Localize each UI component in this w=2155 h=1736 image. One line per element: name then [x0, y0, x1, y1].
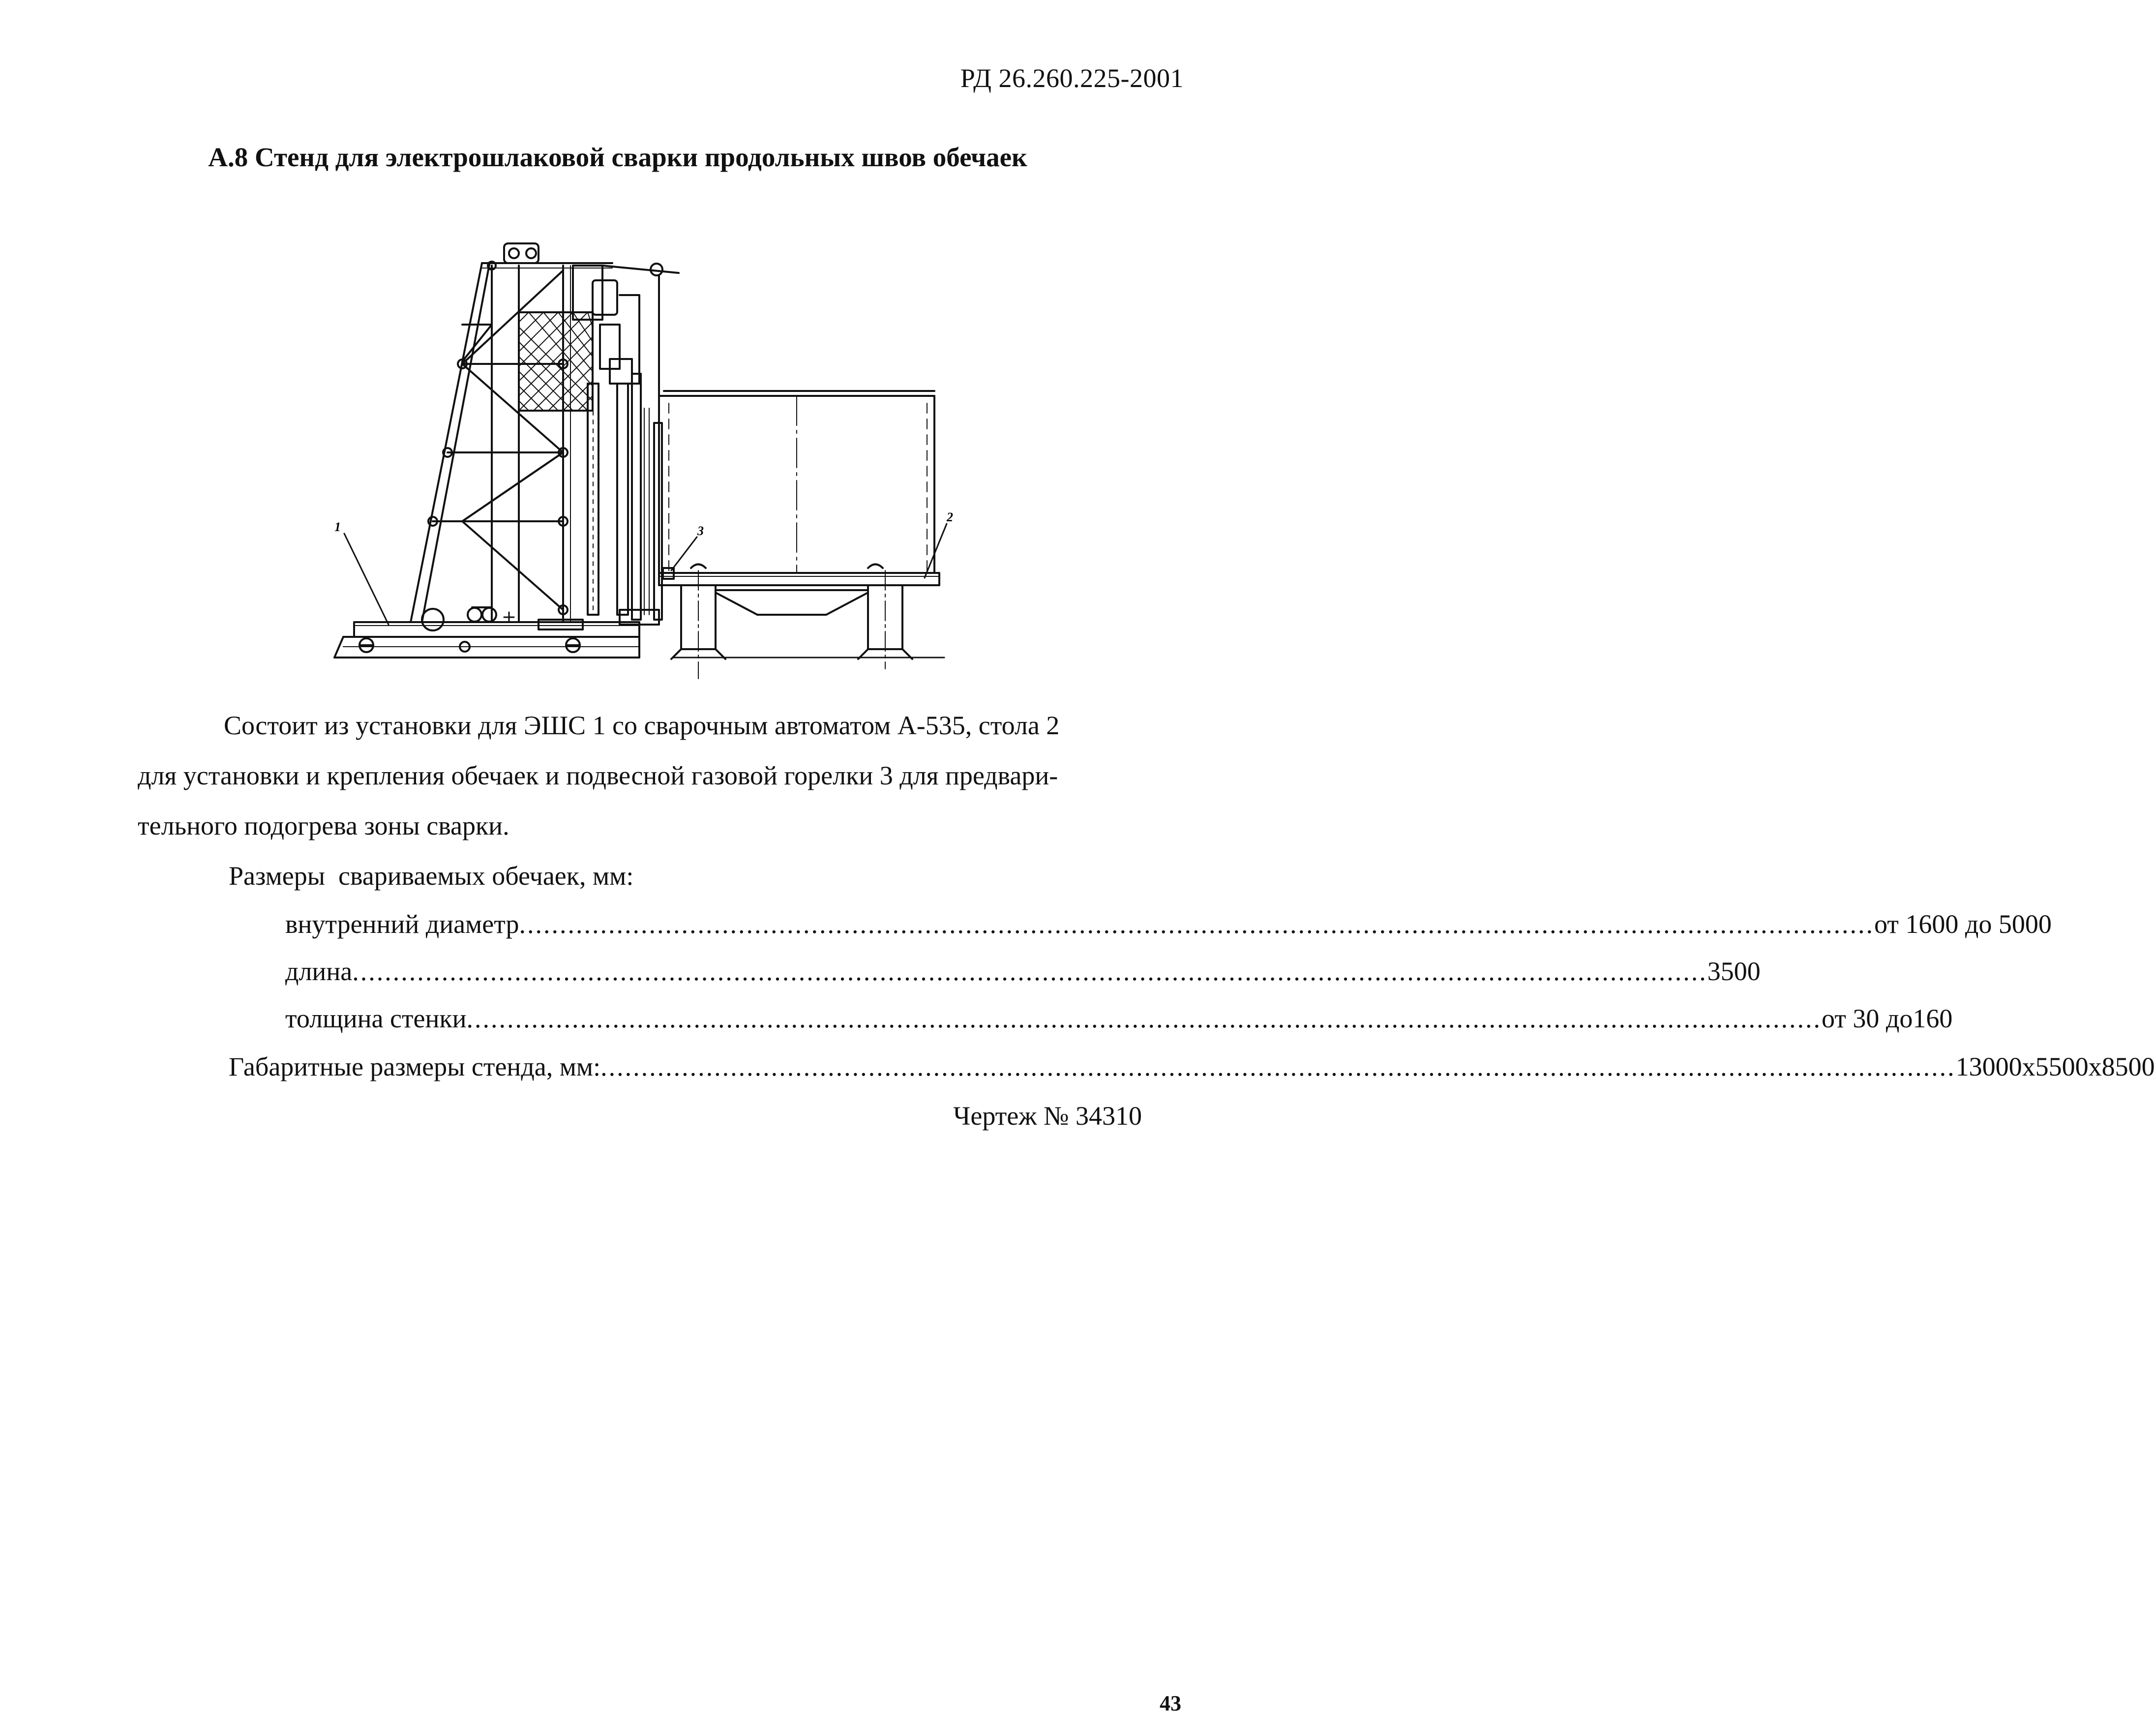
spec-row-length — [285, 956, 1761, 987]
spec-label: длина — [285, 957, 353, 986]
spec-value: от 1600 до 5000 — [1874, 909, 2052, 939]
dot-leader — [600, 1051, 1956, 1082]
drawing-reference: Чертеж № 34310 — [953, 1101, 1142, 1131]
spec-row-inner-diameter — [285, 909, 2052, 939]
description-line-3: тельного подогрева зоны сварки. — [138, 811, 509, 840]
specs-title: Размеры свариваемых обечаек, мм: — [229, 861, 634, 891]
section-title: А.8 Стенд для электрошлаковой сварки продольных швов обечаек — [208, 142, 1027, 172]
dot-leader — [352, 956, 1707, 987]
spec-row-overall-dimensions — [229, 1051, 2155, 1082]
dot-leader — [467, 1003, 1822, 1034]
spec-label: Габаритные размеры стенда, мм: — [229, 1052, 601, 1081]
document-code: РД 26.260.225-2001 — [960, 63, 1184, 93]
spec-value: от 30 до160 — [1822, 1004, 1953, 1033]
shell-support-table — [659, 573, 939, 585]
spec-value: 13000x5500x8500 — [1955, 1052, 2155, 1081]
callout-2: 2 — [947, 510, 953, 524]
carriage-platform — [354, 622, 639, 637]
callout-3: 3 — [697, 524, 704, 538]
page-number: 43 — [1160, 1691, 1181, 1715]
dot-leader — [519, 909, 1874, 939]
leader-line-1 — [344, 534, 389, 625]
mast-left-chord — [411, 263, 482, 622]
leader-line-2 — [925, 524, 947, 578]
spec-row-wall-thickness — [285, 1003, 1953, 1034]
callout-1: 1 — [334, 520, 341, 534]
spec-value: 3500 — [1707, 957, 1761, 986]
spec-label: толщина стенки — [285, 1004, 467, 1033]
description-line-1: Состоит из установки для ЭШС 1 со сварочным автоматом А-535, стола 2 — [224, 711, 1060, 740]
spec-label: внутренний диаметр — [285, 909, 519, 939]
description-line-2: для установки и крепления обечаек и подвесной газовой горелки 3 для предвари- — [138, 761, 1058, 790]
welding-stand-drawing — [315, 226, 953, 679]
